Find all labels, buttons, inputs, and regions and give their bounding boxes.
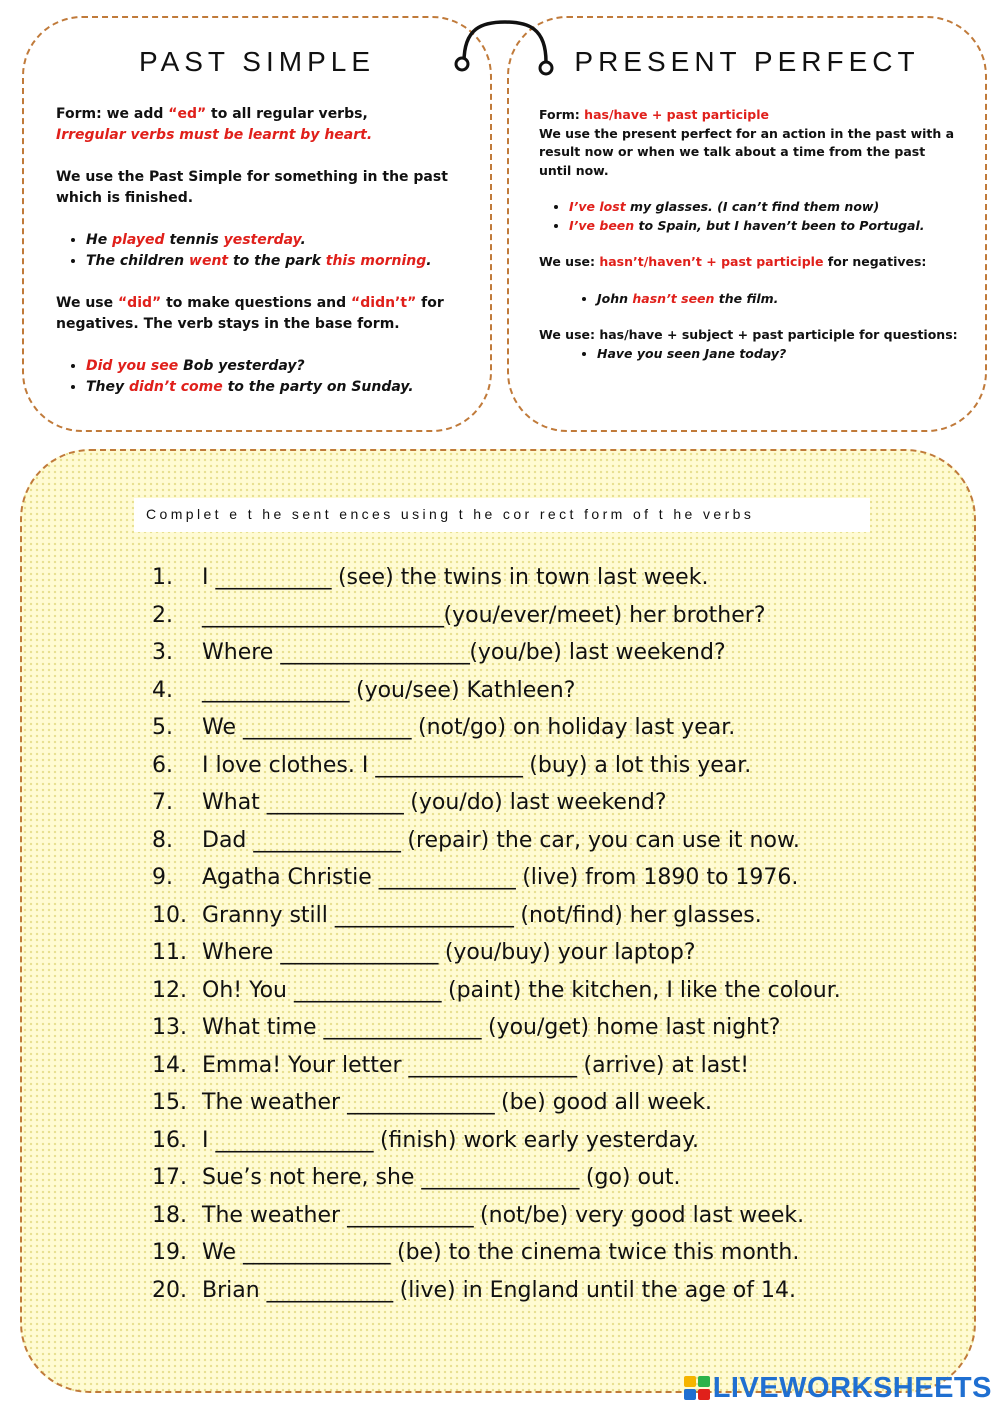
- usage-text: We use the present perfect for an action in the past with a result now or when we talk about a time from the past until now.: [539, 125, 955, 178]
- item-prefix: The weather: [202, 1202, 348, 1228]
- question-example-list: [539, 345, 959, 364]
- form-prefix: Form: we add: [56, 106, 169, 122]
- answer-blank[interactable]: ____________: [347, 1202, 474, 1228]
- item-suffix: (not/go) on holiday last year.: [411, 715, 736, 740]
- answer-blank[interactable]: ______________: [375, 752, 523, 778]
- present-perfect-title: PRESENT PERFECT: [574, 46, 920, 77]
- list-item: • Did you see Bob yesterday?: [86, 356, 476, 377]
- exercise-item: [152, 597, 841, 635]
- questions-rule: We use: has/have + subject + past participle for questions:: [539, 327, 958, 342]
- exercise-item: [152, 559, 841, 597]
- item-prefix: I: [202, 565, 216, 590]
- item-prefix: Where: [202, 640, 281, 665]
- item-suffix: (go) out.: [578, 1165, 681, 1190]
- example-list: [56, 230, 476, 272]
- answer-blank[interactable]: __________________: [280, 640, 470, 665]
- irregular-note: Irregular verbs must be learnt by heart.: [56, 127, 373, 143]
- item-suffix: (you/buy) your laptop?: [437, 940, 696, 965]
- item-suffix: (not/be) very good last week.: [473, 1202, 805, 1228]
- exercise-item: [152, 1197, 841, 1235]
- item-number: 13.: [152, 1015, 187, 1040]
- questions-rule: We use “did” to make questions and “didn’t” for negatives. The verb stays in the base form.: [56, 295, 444, 332]
- item-number: 11.: [152, 940, 187, 965]
- item-number: 3.: [152, 640, 173, 665]
- exercise-item: [152, 1122, 841, 1160]
- item-prefix: Granny still: [202, 902, 335, 928]
- item-number: 10.: [152, 902, 187, 928]
- past-simple-content: [56, 104, 476, 398]
- exercise-item: [152, 784, 841, 822]
- list-item: • I’ve lost my glasses. (I can’t find them now): [569, 198, 959, 217]
- list-item: • John hasn’t seen the film.: [597, 290, 959, 309]
- list-item: • I’ve been to Spain, but I haven’t been to Portugal.: [569, 217, 959, 236]
- item-prefix: Dad: [202, 827, 254, 853]
- item-suffix: (you/get) home last night?: [481, 1015, 781, 1040]
- item-prefix: We: [202, 715, 243, 740]
- item-prefix: Where: [202, 940, 281, 965]
- exercise-item: [152, 1234, 841, 1272]
- item-number: 1.: [152, 565, 173, 590]
- item-prefix: Agatha Christie: [202, 865, 379, 890]
- item-suffix: (be) to the cinema twice this month.: [390, 1240, 800, 1265]
- liveworksheets-logo: [683, 1369, 992, 1407]
- item-number: 20.: [152, 1277, 187, 1303]
- exercise-item: [152, 1047, 841, 1085]
- item-suffix: (live) from 1890 to 1976.: [515, 865, 799, 890]
- answer-blank[interactable]: ______________: [202, 677, 349, 703]
- item-number: 8.: [152, 827, 173, 853]
- exercise-item: [152, 972, 841, 1010]
- exercise-item: [152, 822, 841, 860]
- answer-blank[interactable]: ______________: [253, 827, 401, 853]
- item-suffix: (you/see) Kathleen?: [349, 677, 576, 703]
- item-suffix: (live) in England until the age of 14.: [392, 1277, 796, 1303]
- exercise-list: [152, 559, 841, 1309]
- item-number: 14.: [152, 1052, 187, 1078]
- item-prefix: Oh! You: [202, 977, 294, 1003]
- negative-example-list: [539, 290, 959, 309]
- exercise-item: [152, 934, 841, 972]
- item-suffix: (you/ever/meet) her brother?: [443, 602, 766, 628]
- answer-blank[interactable]: ______________: [243, 1240, 390, 1265]
- item-number: 5.: [152, 715, 173, 740]
- list-item: • Have you seen Jane today?: [597, 345, 959, 364]
- item-number: 15.: [152, 1090, 187, 1115]
- answer-blank[interactable]: ________________: [243, 715, 411, 740]
- item-suffix: (see) the twins in town last week.: [330, 565, 709, 590]
- item-number: 19.: [152, 1240, 187, 1265]
- form-rule: Form: has/have + past participle: [539, 107, 770, 122]
- item-prefix: Sue’s not here, she: [202, 1165, 422, 1190]
- item-suffix: (buy) a lot this year.: [522, 752, 752, 778]
- item-prefix: The weather: [202, 1090, 348, 1115]
- answer-blank[interactable]: ______________: [347, 1090, 495, 1115]
- list-item: • They didn’t come to the party on Sunday.: [86, 377, 476, 398]
- item-number: 9.: [152, 865, 173, 890]
- answer-blank[interactable]: ______________: [294, 977, 441, 1003]
- answer-blank[interactable]: _______________: [421, 1165, 579, 1190]
- exercise-item: [152, 1272, 841, 1310]
- present-perfect-panel: [507, 16, 987, 432]
- item-number: 7.: [152, 790, 173, 815]
- form-suffix: to all regular verbs,: [206, 106, 368, 122]
- item-suffix: (you/be) last weekend?: [469, 640, 726, 665]
- item-suffix: (paint) the kitchen, I like the colour.: [441, 977, 841, 1003]
- answer-blank[interactable]: _______________: [323, 1015, 481, 1040]
- answer-blank[interactable]: _______________: [280, 940, 438, 965]
- item-suffix: (repair) the car, you can use it now.: [400, 827, 800, 853]
- past-simple-panel: [22, 16, 492, 432]
- form-highlight: “ed”: [168, 106, 207, 122]
- answer-blank[interactable]: ___________: [215, 565, 331, 590]
- item-suffix: (finish) work early yesterday.: [372, 1127, 700, 1153]
- instruction-text: Complet e t he sent ences using t he cor rect form of t he verbs: [146, 506, 755, 522]
- liveworksheets-logo-icon: [683, 1374, 711, 1402]
- item-number: 16.: [152, 1127, 187, 1153]
- exercise-item: [152, 1084, 841, 1122]
- negatives-rule: We use: hasn’t/haven’t + past participle for negatives:: [539, 254, 927, 269]
- list-item: • He played tennis yesterday.: [86, 230, 476, 251]
- item-number: 2.: [152, 602, 173, 628]
- item-suffix: (be) good all week.: [494, 1090, 713, 1115]
- item-prefix: I: [202, 1127, 216, 1153]
- item-prefix: We: [202, 1240, 243, 1265]
- exercise-item: [152, 859, 841, 897]
- connector-loop-icon: [450, 18, 560, 82]
- exercise-item: [152, 1159, 841, 1197]
- answer-blank[interactable]: _______________: [215, 1127, 373, 1153]
- exercise-item: [152, 1009, 841, 1047]
- item-suffix: (arrive) at last!: [576, 1052, 750, 1078]
- item-number: 12.: [152, 977, 187, 1003]
- item-prefix: What time: [202, 1015, 324, 1040]
- item-number: 6.: [152, 752, 173, 778]
- answer-blank[interactable]: ____________: [266, 1277, 393, 1303]
- answer-blank[interactable]: _________________: [334, 902, 514, 928]
- exercise-item: [152, 634, 841, 672]
- example-list: [539, 198, 959, 235]
- exercise-item: [152, 709, 841, 747]
- list-item: • The children went to the park this morning.: [86, 251, 476, 272]
- form-rule: [56, 104, 476, 125]
- exercise-item: [152, 747, 841, 785]
- answer-blank[interactable]: ________________: [408, 1052, 577, 1078]
- item-prefix: What: [202, 790, 267, 815]
- item-suffix: (not/find) her glasses.: [513, 902, 762, 928]
- item-prefix: I love clothes. I: [202, 752, 376, 778]
- item-suffix: (you/do) last weekend?: [403, 790, 667, 815]
- present-perfect-content: [539, 106, 959, 363]
- answer-blank[interactable]: _____________: [378, 865, 516, 890]
- item-number: 18.: [152, 1202, 187, 1228]
- exercise-panel: [20, 449, 976, 1393]
- question-example-list: [56, 356, 476, 398]
- instruction-bar: [134, 498, 870, 532]
- logo-text: LIVEWORKSHEETS: [712, 1371, 992, 1404]
- answer-blank[interactable]: _______________________: [202, 602, 444, 628]
- item-number: 4.: [152, 677, 173, 703]
- past-simple-title: PAST SIMPLE: [138, 46, 376, 77]
- exercise-item: [152, 897, 841, 935]
- exercise-item: [152, 672, 841, 710]
- answer-blank[interactable]: _____________: [266, 790, 404, 815]
- item-prefix: Emma! Your letter: [202, 1052, 409, 1078]
- item-prefix: Brian: [202, 1277, 267, 1303]
- usage-text: We use the Past Simple for something in the past which is finished.: [56, 169, 448, 206]
- item-number: 17.: [152, 1165, 187, 1190]
